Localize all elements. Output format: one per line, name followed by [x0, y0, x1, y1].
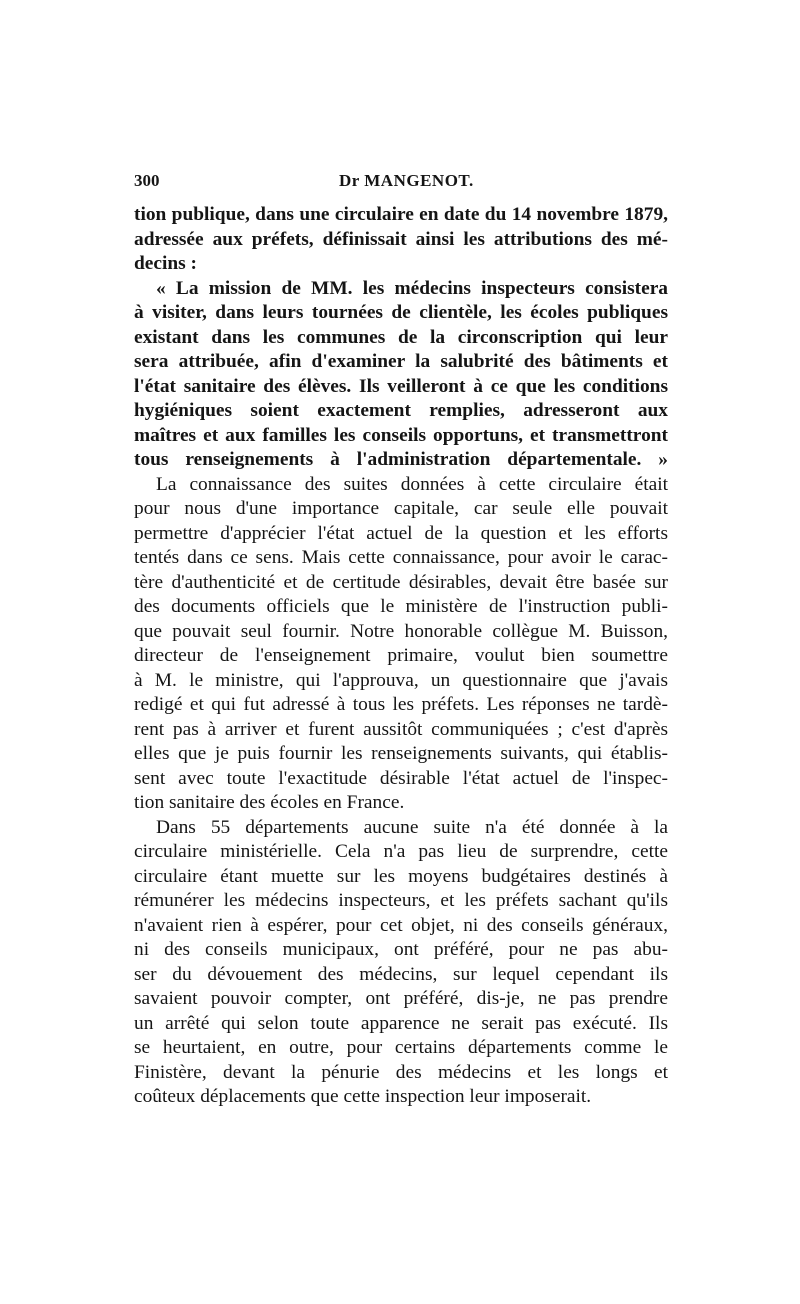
text-line: à visiter, dans leurs tournées de clientèle, les écoles publiques: [134, 302, 668, 323]
text-line: decins :: [134, 253, 198, 274]
text-line: hygiéniques soient exactement remplies, adresseront aux: [134, 400, 668, 421]
paragraph-2-quotation: [134, 277, 668, 473]
text-line: tion sanitaire des écoles en France.: [134, 792, 405, 813]
text-line: Dans 55 départements aucune suite n'a été donnée à la: [156, 816, 668, 838]
body-text: [134, 203, 668, 1110]
page-number: 300: [134, 171, 160, 190]
text-line: circulaire étant muette sur les moyens budgétaires destinés à: [134, 865, 668, 887]
text-line: tous renseignements à l'administration départementale. »: [134, 449, 668, 470]
text-line: savaient pouvoir compter, ont préféré, dis-je, ne pas prendre: [134, 988, 668, 1009]
text-line: des documents officiels que le ministère de l'instruction publi-: [134, 596, 668, 617]
text-line: un arrêté qui selon toute apparence ne serait pas exécuté. Ils: [134, 1012, 668, 1034]
text-line: sent avec toute l'exactitude désirable l'état actuel de l'inspec-: [134, 767, 668, 789]
text-line: n'avaient rien à espérer, pour cet objet, ni des conseils généraux,: [134, 914, 668, 936]
text-line: tion publique, dans une circulaire en date du 14 novembre 1879,: [134, 204, 668, 225]
text-line: existant dans les communes de la circonscription qui leur: [134, 326, 668, 348]
text-line: Finistère, devant la pénurie des médecins et les longs et: [134, 1061, 668, 1083]
text-line: tentés dans ce sens. Mais cette connaissance, pour avoir le carac-: [134, 547, 668, 568]
text-line: directeur de l'enseignement primaire, voulut bien soumettre: [134, 645, 668, 666]
paragraph-3: [134, 473, 668, 816]
text-line: que pouvait seul fournir. Notre honorable collègue M. Buisson,: [134, 620, 668, 642]
text-line: redigé et qui fut adressé à tous les préfets. Les réponses ne tardè-: [134, 694, 668, 715]
text-line: circulaire ministérielle. Cela n'a pas lieu de surprendre, cette: [134, 841, 668, 862]
running-title: Dr MANGENOT.: [339, 171, 474, 190]
text-line: l'état sanitaire des élèves. Ils veilleront à ce que les conditions: [134, 375, 668, 397]
text-line: rémunérer les médecins inspecteurs, et les préfets sachant qu'ils: [134, 890, 668, 911]
text-line: tère d'authenticité et de certitude désirables, devait être basée sur: [134, 571, 668, 593]
text-line: adressée aux préfets, définissait ainsi les attributions des mé-: [134, 228, 668, 250]
text-line: rent pas à arriver et furent aussitôt communiquées ; c'est d'après: [134, 718, 668, 740]
text-line: ser du dévouement des médecins, sur lequel cependant ils: [134, 963, 668, 985]
text-line: sera attribuée, afin d'examiner la salubrité des bâtiments et: [134, 351, 668, 372]
text-line: pour nous d'une importance capitale, car seule elle pouvait: [134, 498, 668, 519]
paragraph-4: [134, 816, 668, 1110]
text-line: maîtres et aux familles les conseils opportuns, et transmettront: [134, 424, 668, 446]
text-line: ni des conseils municipaux, ont préféré, pour ne pas abu-: [134, 939, 668, 960]
text-line: permettre d'apprécier l'état actuel de la question et les efforts: [134, 522, 668, 544]
text-line: La connaissance des suites données à cette circulaire était: [156, 473, 668, 495]
paragraph-1: [134, 203, 668, 277]
text-line: « La mission de MM. les médecins inspecteurs consistera: [156, 277, 668, 299]
running-head: [134, 171, 668, 197]
text-line: coûteux déplacements que cette inspection leur imposerait.: [134, 1086, 592, 1107]
text-line: elles que je puis fournir les renseignements suivants, qui établis-: [134, 743, 668, 764]
text-line: à M. le ministre, qui l'approuva, un questionnaire que j'avais: [134, 669, 668, 691]
text-line: se heurtaient, en outre, pour certains départements comme le: [134, 1037, 668, 1058]
